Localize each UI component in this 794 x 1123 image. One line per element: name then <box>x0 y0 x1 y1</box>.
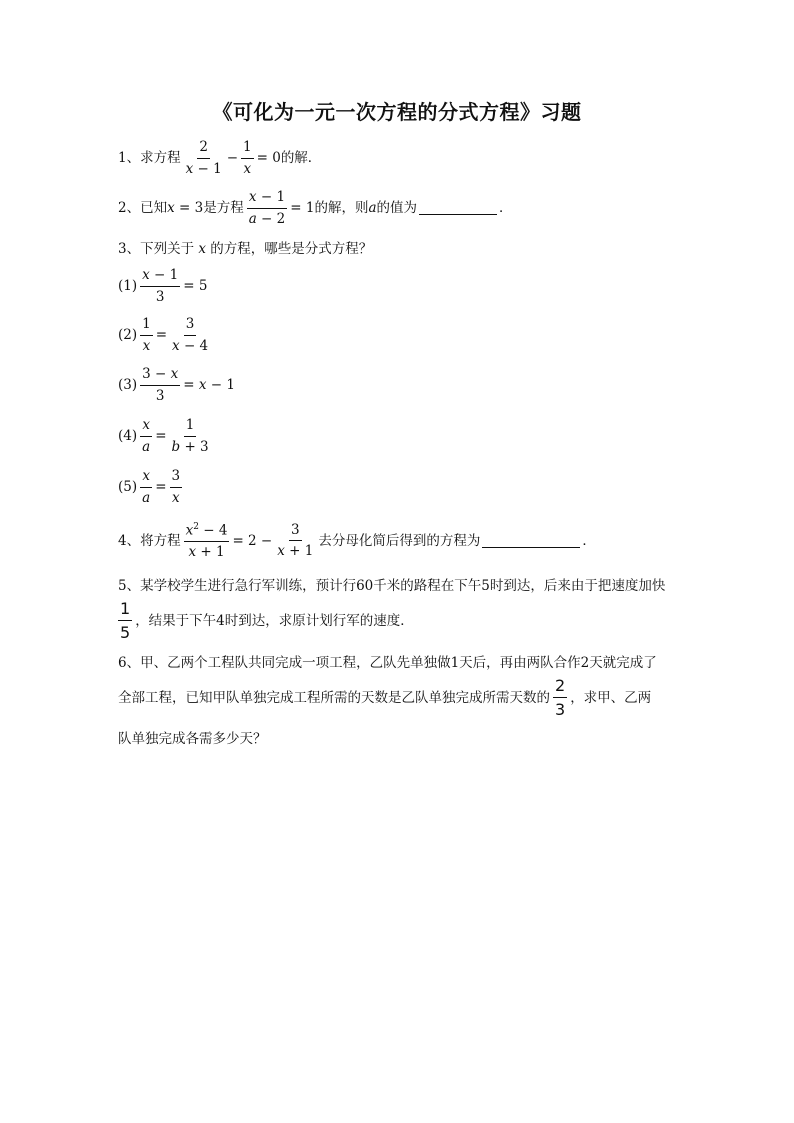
q3-item-2: (2) $\frac{1}{x}$ = $\frac{3}{x - 4}$ <box>118 316 209 354</box>
q3-stem2: 的方程，哪些是分式方程？ <box>210 241 373 257</box>
q3-label-4: (4) <box>118 427 138 444</box>
q5-line-1: 5、某学校学生进行急行军训练，预计行60千米的路程在下午5时到达，后来由于把速度加快 <box>118 578 666 594</box>
question-6-line-2: 全部工程，已知甲队单独完成工程所需的天数是乙队单独完成所需天数的 $\frac{2}{3}$ ，求甲、乙两 <box>118 676 652 720</box>
q4-answer-blank[interactable] <box>482 535 580 548</box>
q3-label-1: (1) <box>118 277 138 294</box>
question-4: 4、将方程 $\frac{x^2 - 4}{x + 1}$ = 2 − $\frac{3}{x + 1}$ 去分母化简后得到的方程为 ． <box>118 521 596 561</box>
q3-item-4: (4) $\frac{x}{a}$ = $\frac{1}{b + 3}$ <box>118 417 209 455</box>
question-2: 2、已知 x = 3 是方程 $\frac{x - 1}{a - 2}$ = 1 的解，则 a 的值为 ． <box>118 189 513 227</box>
q3-item-5: (5) $\frac{x}{a}$ = $\frac{3}{x}$ <box>118 468 181 506</box>
q1-prefix: 1、求方程 <box>118 149 181 166</box>
q3-label-5: (5) <box>118 478 138 495</box>
q2-mid3: 的值为 <box>376 199 418 216</box>
q1-suffix: 的解． <box>280 149 322 166</box>
q2-mid1: 是方程 <box>203 199 244 216</box>
question-5-line-2: $\frac{1}{5}$ ，结果于下午4时到达，求原计划行军的速度． <box>120 599 414 643</box>
q3-label-3: (3) <box>118 376 138 393</box>
q5-line-2: ，结果于下午4时到达，求原计划行军的速度． <box>135 612 414 629</box>
q6-line-3: 队单独完成各需多少天？ <box>118 731 267 747</box>
q2-end: ． <box>499 199 513 216</box>
q4-end: ． <box>582 532 596 549</box>
q3-stem: 3、下列关于 <box>118 241 195 257</box>
q6-line-1: 6、甲、乙两个工程队共同完成一项工程，乙队先单独做1天后，再由两队合作2天就完成了 <box>118 655 657 671</box>
q1-fraction-b: $\frac{1}{x}$ <box>243 139 252 177</box>
q2-prefix: 2、已知 <box>118 199 168 216</box>
q4-mid: 去分母化简后得到的方程为 <box>318 532 481 549</box>
q3-item-1: (1) $\frac{x - 1}{3}$ = 5 <box>118 267 208 305</box>
q2-mid2: 的解，则 <box>314 199 369 216</box>
q4-prefix: 4、将方程 <box>118 532 181 549</box>
q6-line-2b: ，求甲、乙两 <box>570 689 652 706</box>
q1-fraction-a: $\frac{2}{x - 1}$ <box>185 139 222 177</box>
question-3: 3、下列关于 x 的方程，哪些是分式方程？ <box>118 241 373 257</box>
q2-answer-blank[interactable] <box>419 202 497 215</box>
q3-label-2: (2) <box>118 326 138 343</box>
q3-item-3: (3) $\frac{3 - x}{3}$ = x − 1 <box>118 366 235 404</box>
question-1: 1、求方程 $\frac{2}{x - 1}$ − $\frac{1}{x}$ = 0 的解． <box>118 139 322 177</box>
page-title: 《可化为一元一次方程的分式方程》习题 <box>212 100 582 124</box>
q2-fraction: $\frac{x - 1}{a - 2}$ <box>248 189 286 227</box>
q6-line-2a: 全部工程，已知甲队单独完成工程所需的天数是乙队单独完成所需天数的 <box>118 689 550 706</box>
